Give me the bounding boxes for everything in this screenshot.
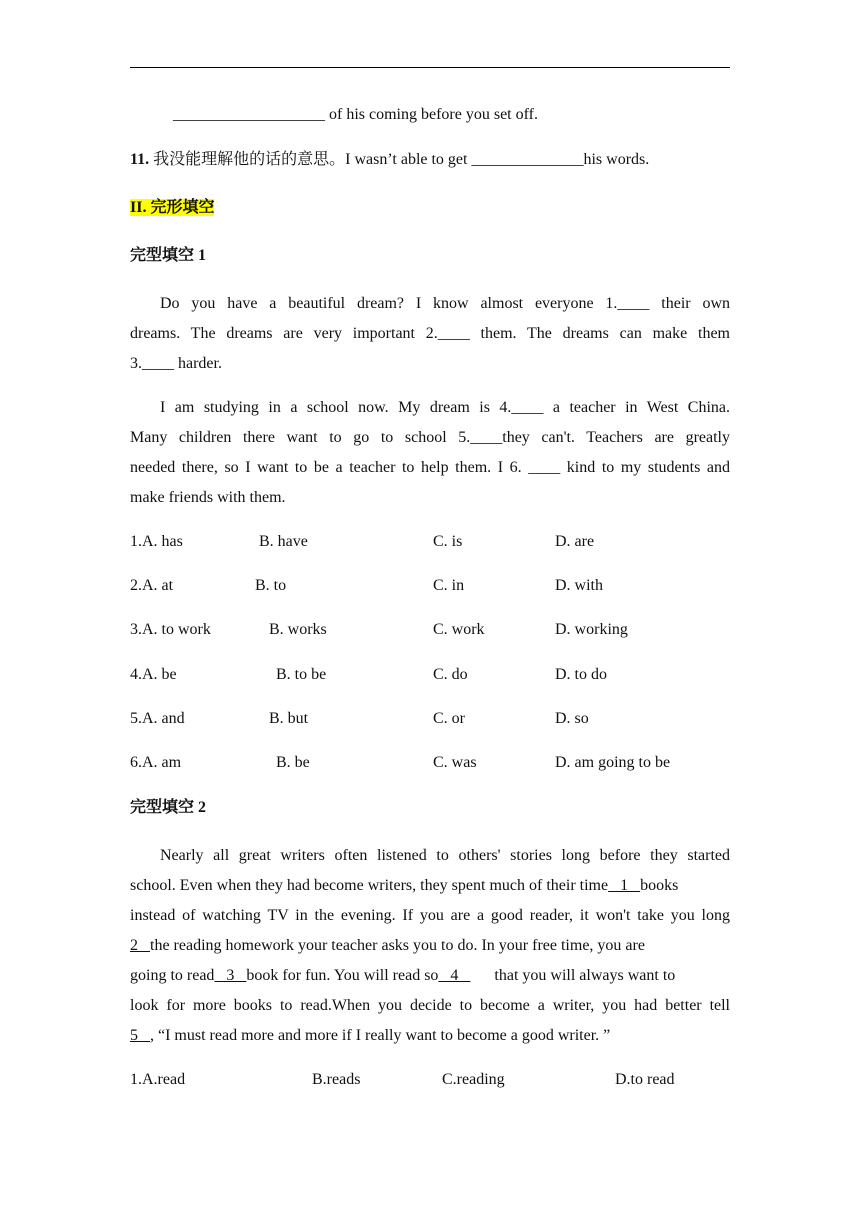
cloze2-blank-4: 4: [438, 967, 471, 984]
cloze2-blank-2: 2: [130, 937, 150, 954]
cloze1-line-7: make friends with them.: [130, 489, 286, 506]
option-5a: 5.A. and: [130, 710, 185, 727]
option-4a: 4.A. be: [130, 666, 177, 683]
option-5b: B. but: [269, 710, 309, 727]
cloze2-heading: 完型填空 2: [130, 799, 207, 816]
section-heading-text: II. 完形填空: [130, 199, 215, 216]
option-3d: D. working: [555, 621, 628, 638]
option-1d: D. are: [555, 533, 595, 550]
header-rule: [130, 67, 730, 68]
cloze2-blank-5: 5: [130, 1027, 150, 1044]
cloze2-line-4: [130, 936, 730, 956]
question-11: [130, 150, 730, 170]
cloze2-option-1a: 1.A.read: [130, 1071, 186, 1088]
option-6c: C. was: [433, 754, 477, 771]
option-4d: D. to do: [555, 666, 607, 683]
option-1c: C. is: [433, 533, 463, 550]
cloze2-blank-3: 3: [214, 967, 247, 984]
cloze1-heading: 完型填空 1: [130, 247, 207, 264]
cloze1-line-6: needed there, so I want to be a teacher to help them. I 6. ____ kind to my students and: [130, 459, 730, 476]
option-3c: C. work: [433, 621, 485, 638]
option-6b: B. be: [276, 754, 310, 771]
option-4b: B. to be: [276, 666, 327, 683]
cloze2-line-2: [130, 876, 730, 896]
cloze2-line-2-text: school. Even when they had become writers, they spent much of their time: [130, 877, 609, 894]
q11-english-start: I wasn’t able to get: [345, 151, 472, 168]
cloze2-option-1b: B.reads: [312, 1071, 361, 1088]
cloze1-line-2: dreams. The dreams are very important 2.____ them. The dreams can make them: [130, 325, 730, 342]
option-2c: C. in: [433, 577, 465, 594]
option-5d: D. so: [555, 710, 589, 727]
cloze1-line-5: Many children there want to go to school 5.____they can't. Teachers are greatly: [130, 429, 730, 446]
q11-english-end: his words.: [583, 151, 650, 168]
option-1b: B. have: [259, 533, 308, 550]
q11-number: 11.: [130, 151, 150, 168]
cloze2-blank-1: 1: [608, 877, 641, 894]
section-heading: [130, 198, 730, 218]
q10-text: of his coming before you set off.: [325, 106, 538, 123]
cloze1-line-4: I am studying in a school now. My dream is 4.____ a teacher in West China.: [160, 399, 730, 416]
q10-blank: ___________________: [173, 106, 325, 123]
cloze2-line-7: [130, 1026, 730, 1046]
option-2a: 2.A. at: [130, 577, 174, 594]
option-6a: 6.A. am: [130, 754, 182, 771]
option-3a: 3.A. to work: [130, 621, 211, 638]
q11-blank: ______________: [471, 151, 584, 168]
cloze2-line-5-text: going to read: [130, 967, 215, 984]
option-1a: 1.A. has: [130, 533, 183, 550]
option-6d: D. am going to be: [555, 754, 671, 771]
cloze2-line-5: [130, 966, 730, 986]
cloze2-line-7-text: , “I must read more and more if I really want to become a good writer. ”: [150, 1027, 611, 1044]
cloze2-option-1c: C.reading: [442, 1071, 505, 1088]
cloze1-line-3: 3.____ harder.: [130, 355, 222, 372]
cloze2-option-1d: D.to read: [615, 1071, 675, 1088]
cloze2-line-6: look for more books to read.When you decide to become a writer, you had better tell: [130, 997, 730, 1014]
cloze2-line-5-mid: book for fun. You will read so: [246, 967, 439, 984]
q10-continuation: [173, 105, 730, 125]
cloze2-line-3: instead of watching TV in the evening. If you are a good reader, it won't take you long: [130, 907, 730, 924]
q11-chinese: 我没能理解他的话的意思。: [149, 151, 346, 168]
option-2d: D. with: [555, 577, 603, 594]
option-5c: C. or: [433, 710, 465, 727]
option-2b: B. to: [255, 577, 287, 594]
cloze2-line-2-end: books: [640, 877, 679, 894]
cloze2-line-5-end: that you will always want to: [494, 967, 676, 984]
option-4c: C. do: [433, 666, 468, 683]
cloze2-line-1: Nearly all great writers often listened to others' stories long before they started: [160, 847, 730, 864]
cloze2-line-4-text: the reading homework your teacher asks you to do. In your free time, you are: [150, 937, 645, 954]
option-3b: B. works: [269, 621, 327, 638]
cloze1-line-1: Do you have a beautiful dream? I know almost everyone 1.____ their own: [160, 295, 730, 312]
